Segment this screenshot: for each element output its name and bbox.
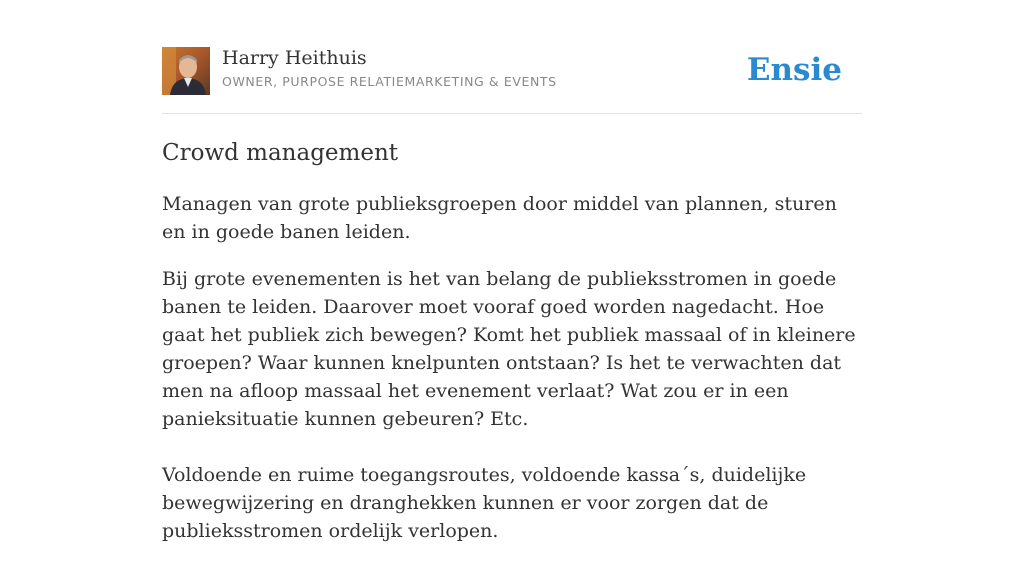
body-paragraph: Bij grote evenementen is het van belang de publieksstromen in goede banen te leiden. Daarover moet vooraf goed worden nagedacht. Hoe gaat het publiek zich bewegen? Komt het publiek massaal of in kleinere groepen? Waar kunnen knelpunten ontstaan? Is het te verwachten dat men na afloop massaal het evenement verlaat? Wat zou er in een panieksituatie kunnen gebeuren? Etc. [162, 268, 856, 430]
author-role: OWNER, PURPOSE RELATIEMARKETING & EVENTS [222, 74, 557, 89]
header-divider [162, 113, 862, 114]
author-header [162, 46, 862, 96]
avatar-image [162, 47, 210, 95]
body-paragraph: Voldoende en ruime toegangsroutes, voldoende kassa´s, duidelijke bewegwijzering en dranghekken kunnen er voor zorgen dat de publieksstromen ordelijk verlopen. [162, 464, 807, 542]
brand-logo[interactable]: Ensie [746, 52, 842, 88]
article-body [162, 265, 862, 573]
author-avatar[interactable] [162, 47, 210, 95]
definition-text: Managen van grote publieksgroepen door middel van plannen, sturen en in goede banen leiden. [162, 193, 837, 243]
author-name[interactable]: Harry Heithuis [222, 47, 367, 69]
page-title: Crowd management [162, 140, 399, 166]
